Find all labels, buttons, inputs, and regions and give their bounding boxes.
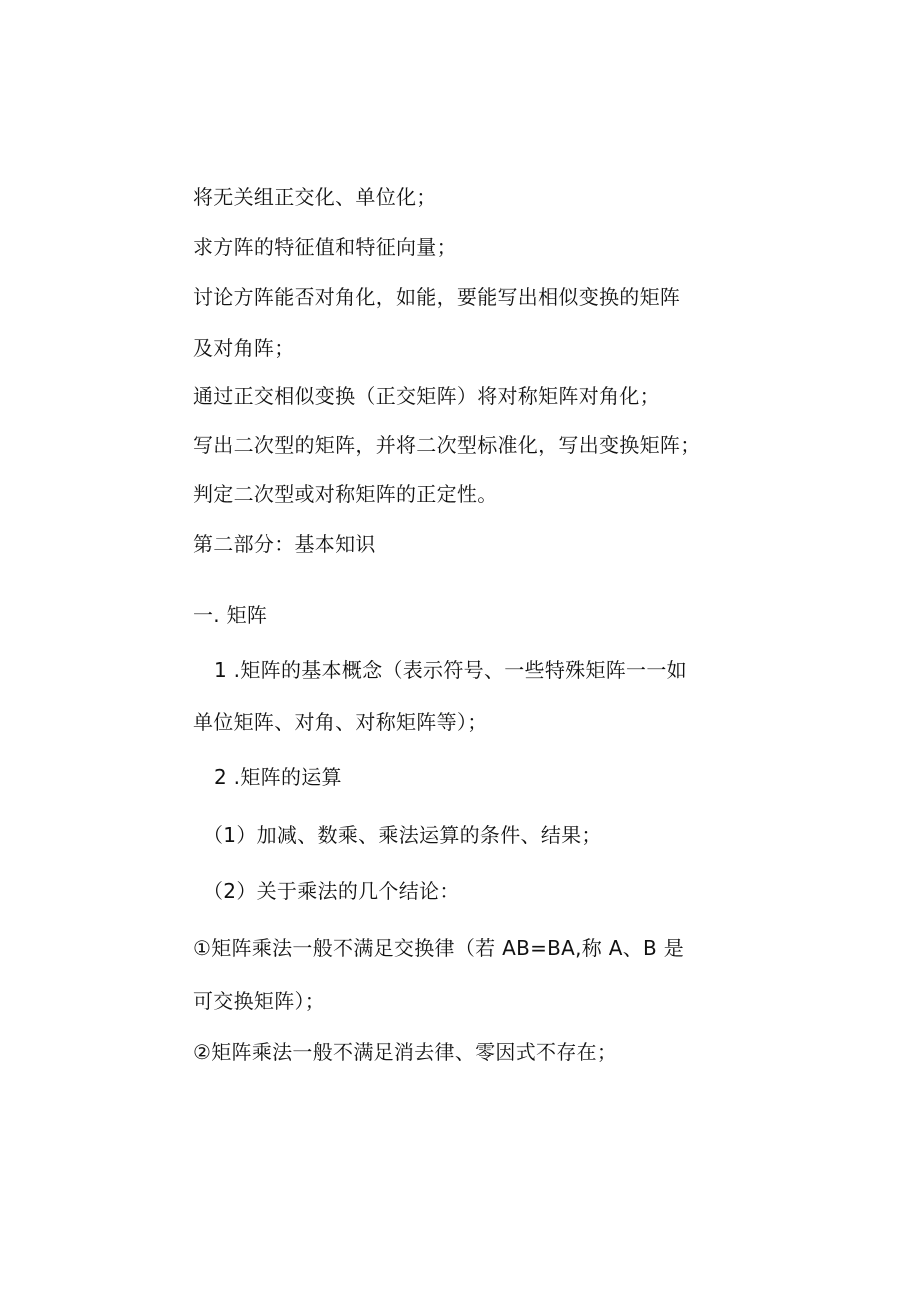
conclusion-1-commutative: ①矩阵乘法一般不满足交换律（若 AB=BA,称 A、B 是 (193, 936, 685, 960)
item-1-basic-concepts-cont: 单位矩阵、对角、对称矩阵等）； (193, 710, 488, 734)
item-2-operations: 2 .矩阵的运算 (214, 765, 342, 789)
objective-orthogonal-similarity: 通过正交相似变换（正交矩阵）将对称矩阵对角化； (193, 384, 660, 408)
objective-diagonalize: 讨论方阵能否对角化，如能，要能写出相似变换的矩阵 (193, 285, 681, 309)
subitem-2-multiplication-conclusions: （2）关于乘法的几个结论： (203, 879, 460, 903)
objective-positive-definite: 判定二次型或对称矩阵的正定性。 (193, 482, 498, 506)
conclusion-2-cancellation: ②矩阵乘法一般不满足消去律、零因式不存在； (193, 1040, 618, 1064)
objective-quadratic-form: 写出二次型的矩阵，并将二次型标准化，写出变换矩阵； (193, 433, 701, 457)
subitem-1-operations-conditions: （1）加减、数乘、乘法运算的条件、结果； (203, 823, 602, 847)
item-1-basic-concepts: 1 .矩阵的基本概念（表示符号、一些特殊矩阵一一如 (214, 658, 687, 682)
objective-orthonormalize: 将无关组正交化、单位化； (193, 185, 437, 209)
conclusion-1-commutative-cont: 可交换矩阵）； (193, 989, 326, 1013)
section-heading-part-two: 第二部分：基本知识 (193, 532, 376, 556)
objective-diagonalize-cont: 及对角阵； (193, 336, 295, 360)
objective-eigen: 求方阵的特征值和特征向量； (193, 235, 457, 259)
chapter-heading-matrix: 一. 矩阵 (193, 603, 268, 627)
